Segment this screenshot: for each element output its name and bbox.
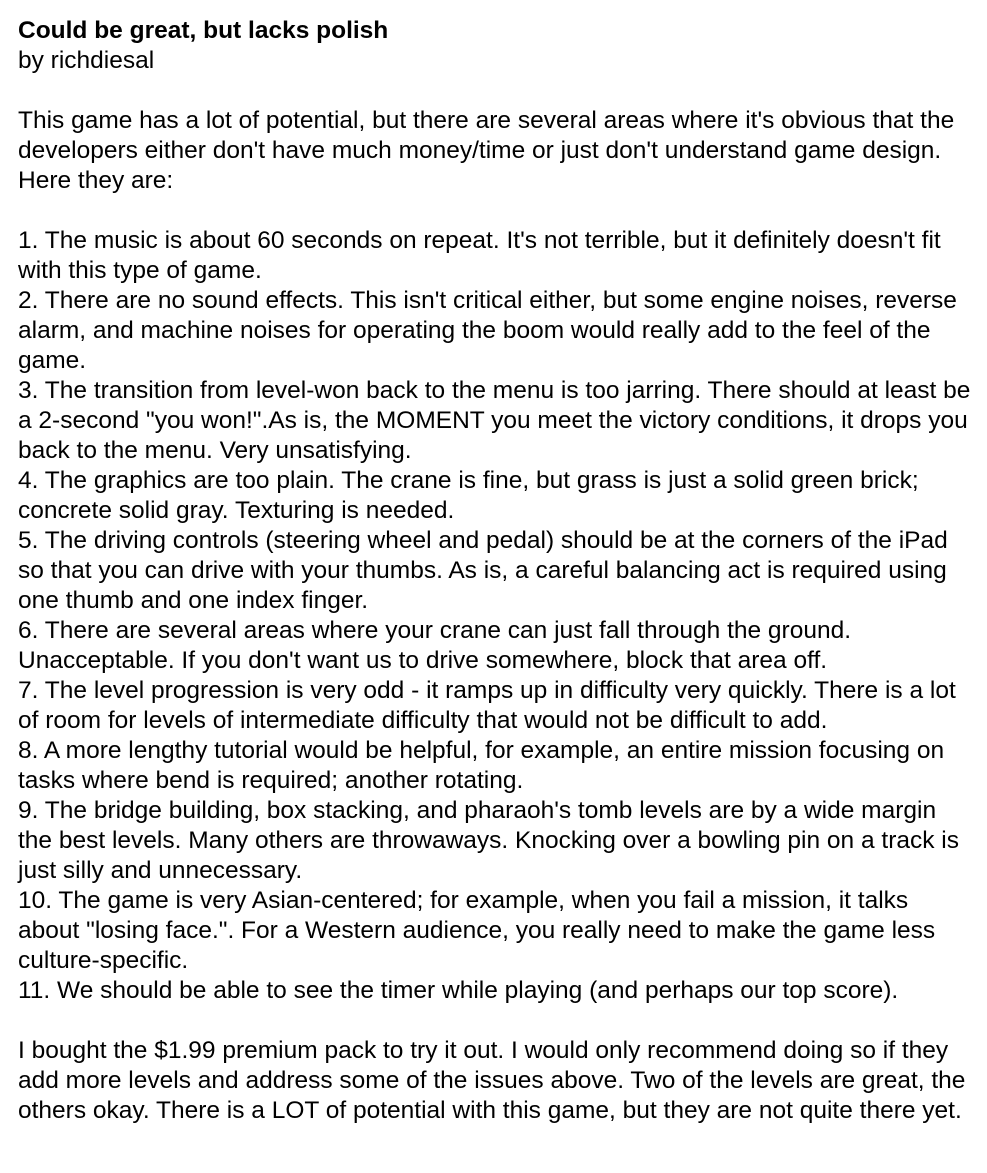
review-author: by richdiesal <box>18 47 155 74</box>
spacer <box>18 76 976 106</box>
issue-item: 1. The music is about 60 seconds on repeat. It's not terrible, but it definitely doesn't fit with this type of game. <box>18 227 941 284</box>
issue-item: 2. There are no sound effects. This isn't critical either, but some engine noises, reverse alarm, and machine noises for operating the boom would really add to the feel of the game. <box>18 287 957 374</box>
review <box>18 16 976 1126</box>
issue-item: 8. A more lengthy tutorial would be helpful, for example, an entire mission focusing on tasks where bend is required; another rotating. <box>18 737 945 794</box>
review-conclusion: I bought the $1.99 premium pack to try it out. I would only recommend doing so if they add more levels and address some of the issues above. Two of the levels are great, the others okay. There is a LOT of potential with this game, but they are not quite there yet. <box>18 1037 966 1124</box>
review-intro: This game has a lot of potential, but there are several areas where it's obvious that the developers either don't have much money/time or just don't understand game design. Here they are: <box>18 107 955 194</box>
review-title: Could be great, but lacks polish <box>18 17 389 44</box>
issue-item: 7. The level progression is very odd - it ramps up in difficulty very quickly. There is a lot of room for levels of intermediate difficulty that would not be difficult to add. <box>18 677 956 734</box>
issue-item: 3. The transition from level-won back to the menu is too jarring. There should at least be a 2-second "you won!".As is, the MOMENT you meet the victory conditions, it drops you back to the menu. Very unsatisfying. <box>18 377 971 464</box>
issue-item: 4. The graphics are too plain. The crane is fine, but grass is just a solid green brick; concrete solid gray. Texturing is needed. <box>18 467 919 524</box>
issue-item: 5. The driving controls (steering wheel and pedal) should be at the corners of the iPad so that you can drive with your thumbs. As is, a careful balancing act is required using one thumb and one index finger. <box>18 527 948 614</box>
issue-item: 6. There are several areas where your crane can just fall through the ground. Unacceptable. If you don't want us to drive somewhere, block that area off. <box>18 617 852 674</box>
issue-item: 11. We should be able to see the timer while playing (and perhaps our top score). <box>18 977 899 1004</box>
spacer <box>18 1006 976 1036</box>
issue-list <box>18 226 976 1006</box>
spacer <box>18 196 976 226</box>
issue-item: 9. The bridge building, box stacking, and pharaoh's tomb levels are by a wide margin the best levels. Many others are throwaways. Knocking over a bowling pin on a track is just silly and unnecessary. <box>18 797 960 884</box>
issue-item: 10. The game is very Asian-centered; for example, when you fail a mission, it talks about "losing face.". For a Western audience, you really need to make the game less culture-specific. <box>18 887 936 974</box>
